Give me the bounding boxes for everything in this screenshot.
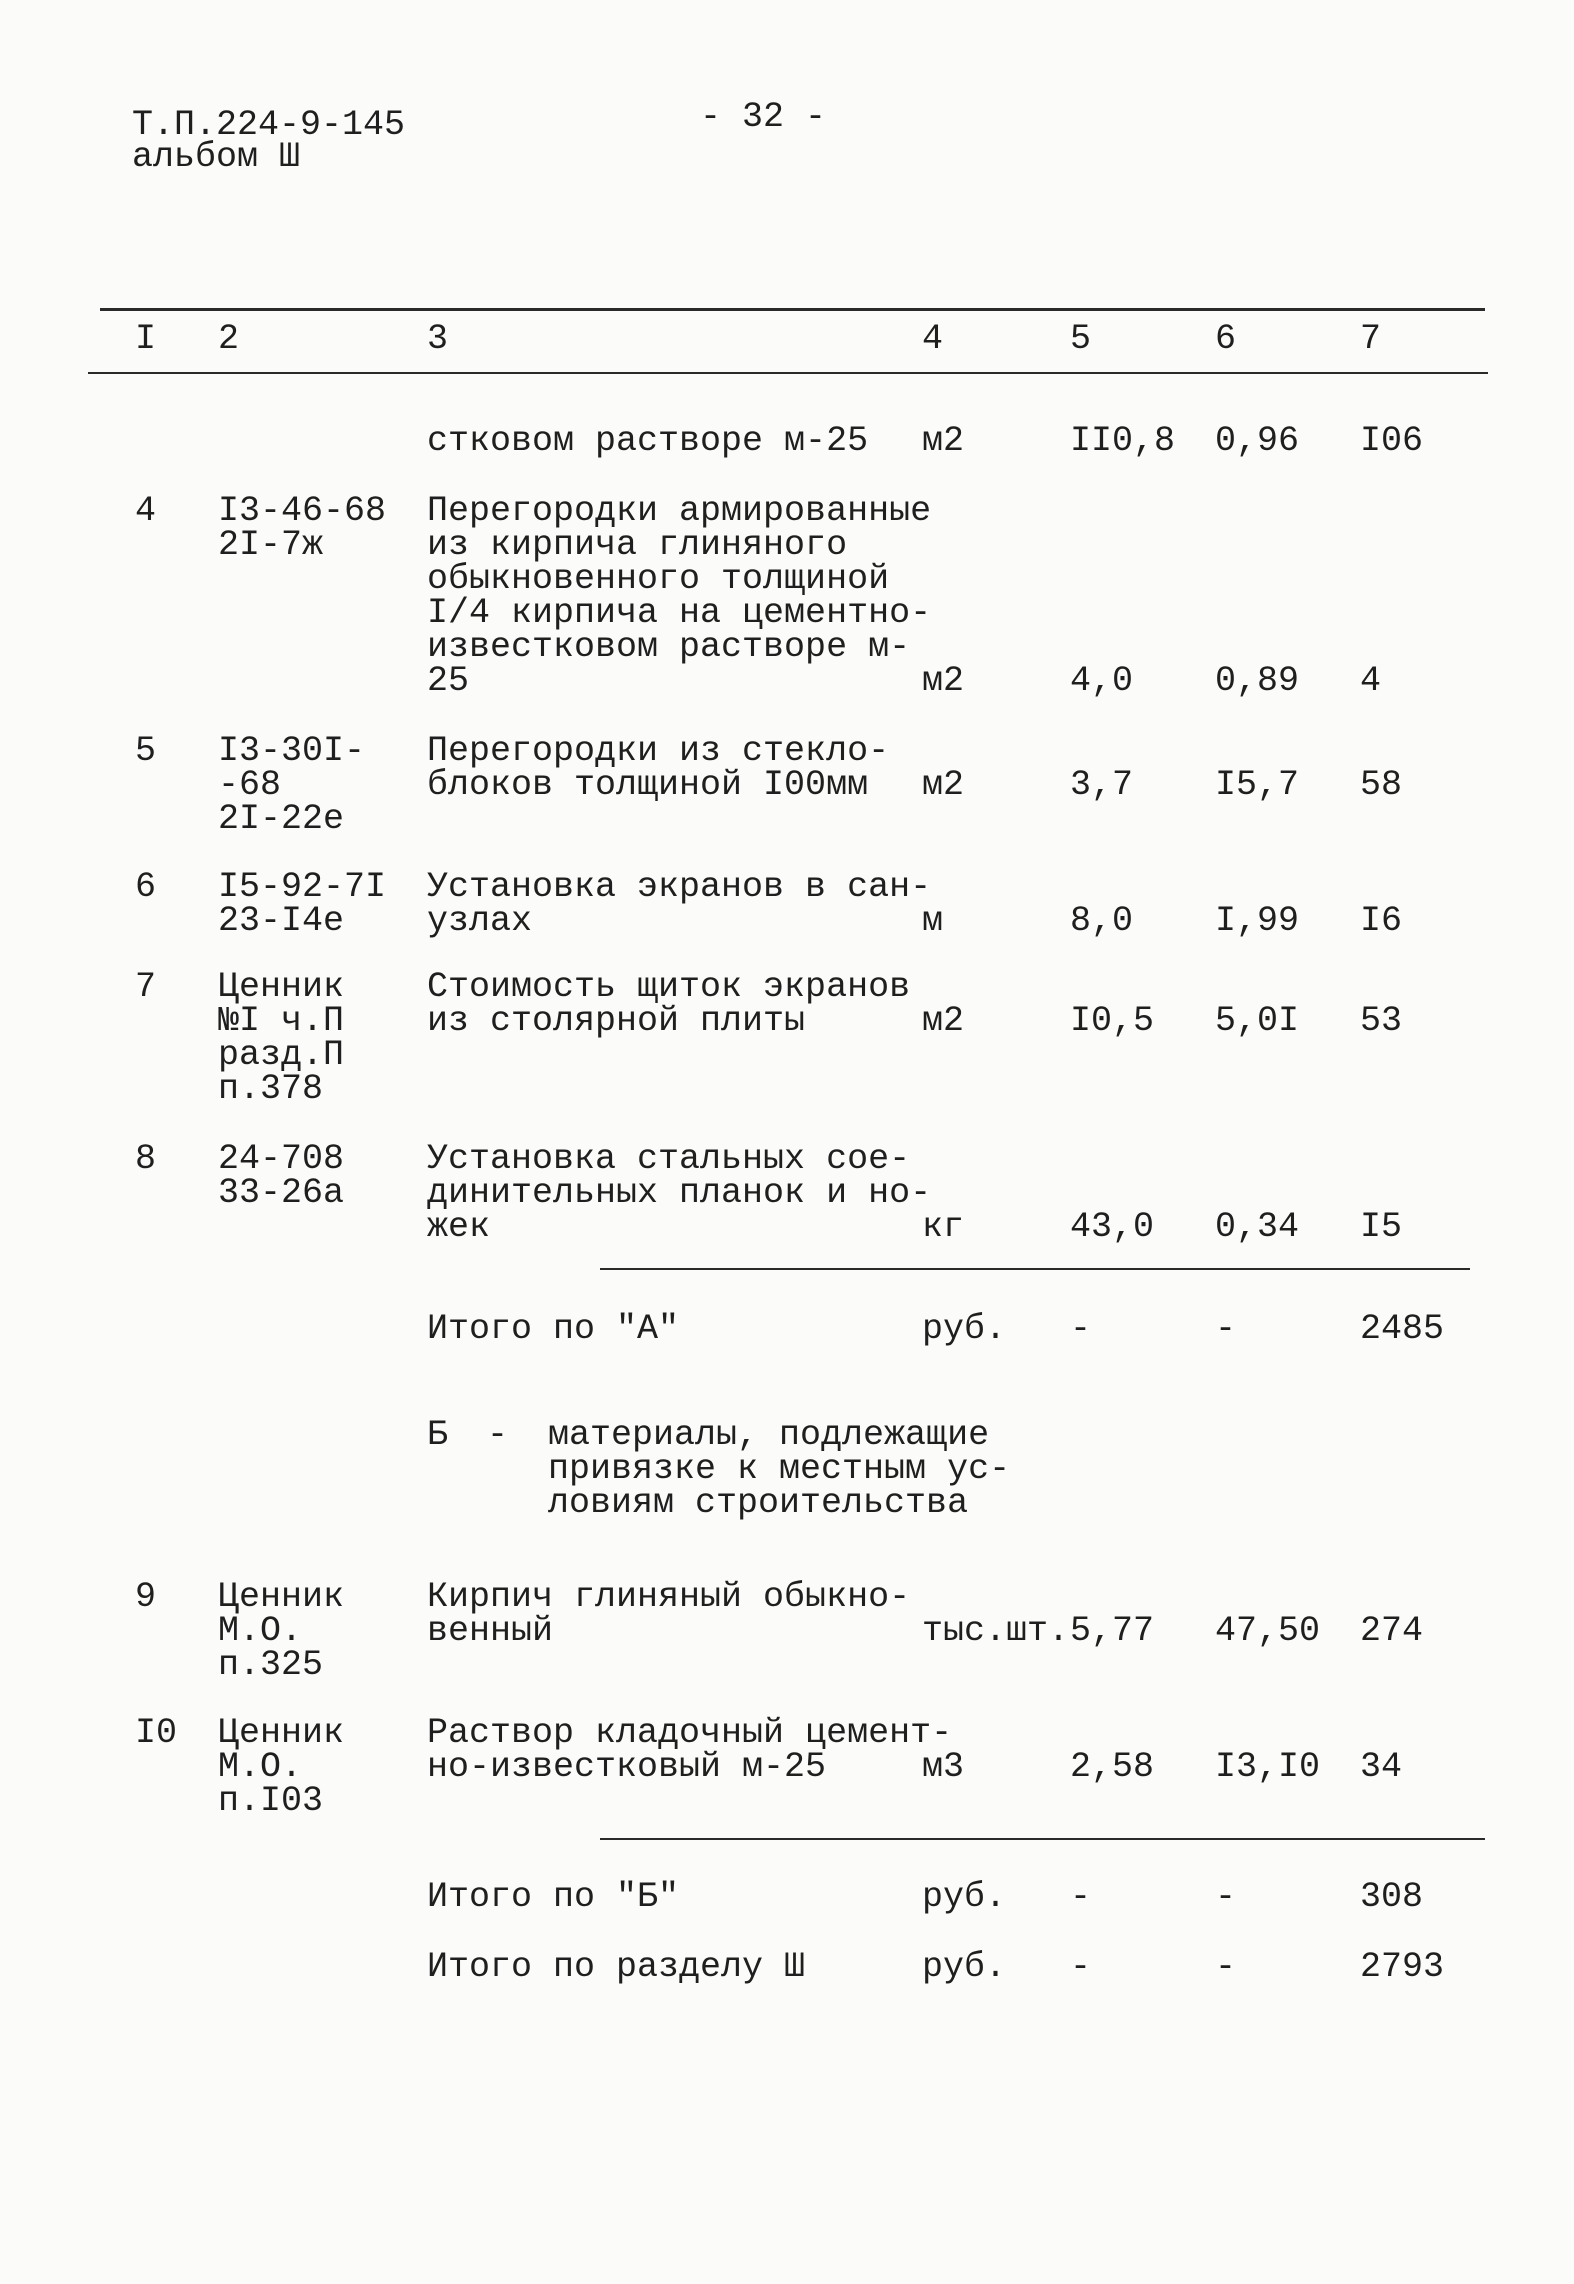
row-total: I5: [1360, 1207, 1403, 1247]
column-number-1: I: [135, 319, 157, 359]
row-unit-price: I3,I0: [1215, 1747, 1321, 1787]
row-description-line: Стоимость щиток экранов: [427, 967, 911, 1007]
row-code-line: п.325: [218, 1645, 324, 1685]
row-code-line: I5-92-7I: [218, 867, 387, 907]
row-number: 8: [135, 1139, 157, 1179]
row-quantity: 43,0: [1070, 1207, 1155, 1247]
row-code-line: п.I03: [218, 1781, 324, 1821]
row-number: 9: [135, 1577, 157, 1617]
row-code-line: п.378: [218, 1069, 324, 1109]
row-total: 53: [1360, 1001, 1403, 1041]
row-code-line: М.О.: [218, 1747, 303, 1787]
row-unit-price: 5,0I: [1215, 1001, 1300, 1041]
row-quantity: 4,0: [1070, 661, 1134, 701]
row-description-line: динительных планок и но-: [427, 1173, 932, 1213]
row-code-line: 23-I4е: [218, 901, 345, 941]
row-code-line: Ценник: [218, 1577, 345, 1617]
row-unit-price: 0,89: [1215, 661, 1300, 701]
row-number: 7: [135, 967, 157, 1007]
row-description-line: но-известковый м-25: [427, 1747, 827, 1787]
subtotal-a-label: Итого по "А": [427, 1309, 680, 1349]
row-description-line: из кирпича глиняного: [427, 525, 848, 565]
row-code-line: 24-708: [218, 1139, 345, 1179]
row-total: 58: [1360, 765, 1403, 805]
section-b-line-1: материалы, подлежащие: [548, 1415, 990, 1455]
row-code-line: 2I-7ж: [218, 525, 324, 565]
row-quantity: II0,8: [1070, 421, 1176, 461]
row-description-line: Кирпич глиняный обыкно-: [427, 1577, 911, 1617]
row-quantity: 8,0: [1070, 901, 1134, 941]
subtotal-b-total: 308: [1360, 1877, 1424, 1917]
column-number-2: 2: [218, 319, 240, 359]
row-code-line: Ценник: [218, 1713, 345, 1753]
row-code-line: Ценник: [218, 967, 345, 1007]
row-total: 34: [1360, 1747, 1403, 1787]
row-unit-price: 0,96: [1215, 421, 1300, 461]
subtotal-b-unit: руб.: [922, 1877, 1007, 1917]
row-code-line: 33-26а: [218, 1173, 345, 1213]
row-unit-price: 0,34: [1215, 1207, 1300, 1247]
row-quantity: 3,7: [1070, 765, 1134, 805]
row-description-line: Перегородки из стекло-: [427, 731, 890, 771]
row-unit: кг: [922, 1207, 965, 1247]
row-description-line: венный: [427, 1611, 554, 1651]
document-code: Т.П.224-9-145: [132, 105, 406, 145]
subtotal-a-rule: [600, 1268, 1470, 1270]
section-b-dash: -: [487, 1415, 509, 1455]
row-description-line: Перегородки армированные: [427, 491, 932, 531]
row-code-line: разд.П: [218, 1035, 345, 1075]
section-total-unit: руб.: [922, 1947, 1007, 1987]
subtotal-b-rule: [600, 1838, 1485, 1840]
section-total-price: -: [1215, 1947, 1237, 1987]
section-b-letter: Б: [427, 1415, 449, 1455]
row-unit: м: [922, 901, 944, 941]
section-b-line-3: ловиям строительства: [548, 1483, 969, 1523]
subtotal-a-unit: руб.: [922, 1309, 1007, 1349]
row-total: 274: [1360, 1611, 1424, 1651]
row-unit: тыс.шт.: [922, 1611, 1070, 1651]
section-total-label: Итого по разделу Ш: [427, 1947, 806, 1987]
subtotal-b-qty: -: [1070, 1877, 1092, 1917]
row-description-line: из столярной плиты: [427, 1001, 806, 1041]
row-code-line: -68: [218, 765, 282, 805]
row-number: I0: [135, 1713, 178, 1753]
table-top-rule: [100, 308, 1485, 311]
row-description-line: стковом растворе м-25: [427, 421, 869, 461]
row-description-line: обыкновенного толщиной: [427, 559, 890, 599]
row-number: 6: [135, 867, 157, 907]
section-total-total: 2793: [1360, 1947, 1445, 1987]
row-unit: м3: [922, 1747, 965, 1787]
section-b-line-2: привязке к местным ус-: [548, 1449, 1011, 1489]
row-code-line: I3-30I-: [218, 731, 366, 771]
column-number-6: 6: [1215, 319, 1237, 359]
row-code-line: М.О.: [218, 1611, 303, 1651]
row-unit: м2: [922, 421, 965, 461]
row-code-line: №I ч.П: [218, 1001, 345, 1041]
row-description-line: жек: [427, 1207, 491, 1247]
column-number-4: 4: [922, 319, 944, 359]
subtotal-b-label: Итого по "Б": [427, 1877, 680, 1917]
row-unit-price: I5,7: [1215, 765, 1300, 805]
column-number-7: 7: [1360, 319, 1382, 359]
row-number: 5: [135, 731, 157, 771]
column-number-5: 5: [1070, 319, 1092, 359]
row-description-line: блоков толщиной I00мм: [427, 765, 869, 805]
row-unit-price: I,99: [1215, 901, 1300, 941]
row-code-line: 2I-22е: [218, 799, 345, 839]
row-unit: м2: [922, 661, 965, 701]
row-description-line: узлах: [427, 901, 533, 941]
row-unit: м2: [922, 1001, 965, 1041]
row-description-line: Установка стальных сое-: [427, 1139, 911, 1179]
row-quantity: 5,77: [1070, 1611, 1155, 1651]
row-code-line: I3-46-68: [218, 491, 387, 531]
row-description-line: 25: [427, 661, 470, 701]
column-number-3: 3: [427, 319, 449, 359]
row-quantity: I0,5: [1070, 1001, 1155, 1041]
subtotal-b-price: -: [1215, 1877, 1237, 1917]
row-quantity: 2,58: [1070, 1747, 1155, 1787]
album-label: альбом Ш: [132, 137, 301, 177]
row-unit: м2: [922, 765, 965, 805]
row-total: I6: [1360, 901, 1403, 941]
page-number: - 32 -: [700, 97, 827, 137]
row-unit-price: 47,50: [1215, 1611, 1321, 1651]
subtotal-a-total: 2485: [1360, 1309, 1445, 1349]
row-total: 4: [1360, 661, 1382, 701]
section-total-qty: -: [1070, 1947, 1092, 1987]
subtotal-a-price: -: [1215, 1309, 1237, 1349]
subtotal-a-qty: -: [1070, 1309, 1092, 1349]
row-description-line: I/4 кирпича на цементно-: [427, 593, 932, 633]
row-description-line: Раствор кладочный цемент-: [427, 1713, 953, 1753]
row-total: I06: [1360, 421, 1424, 461]
row-description-line: известковом растворе м-: [427, 627, 911, 667]
row-description-line: Установка экранов в сан-: [427, 867, 932, 907]
table-header-rule: [88, 372, 1488, 374]
row-number: 4: [135, 491, 157, 531]
